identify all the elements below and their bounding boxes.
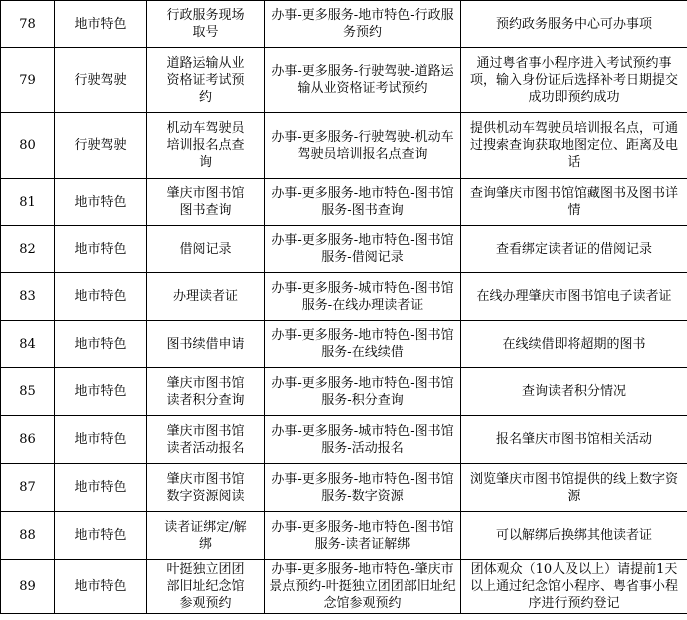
row-category: 行驶驾驶: [74, 138, 127, 153]
service-name: 叶挺独立团团部旧址纪念馆参观预约: [166, 562, 245, 611]
row-number-cell: [1, 464, 55, 512]
row-number-cell: [1, 113, 55, 179]
category-cell: [55, 226, 147, 273]
category-cell: [55, 416, 147, 464]
access-path: 办事-更多服务-城市特色-图书馆服务-活动报名: [271, 423, 454, 456]
row-category: 地市特色: [74, 432, 127, 447]
row-number: 86: [19, 432, 36, 447]
description-cell: [461, 321, 687, 368]
access-path-cell: [265, 273, 461, 321]
service-name-cell: [147, 113, 265, 179]
row-category: 地市特色: [74, 528, 127, 543]
table-row: [1, 416, 687, 464]
access-path: 办事-更多服务-地市特色-肇庆市景点预约-叶挺独立团团部旧址纪念馆参观预约: [269, 562, 456, 611]
service-name-cell: [147, 48, 265, 113]
service-description: 查询肇庆市图书馆馆藏图书及图书详情: [469, 186, 678, 218]
row-number: 87: [19, 480, 36, 495]
row-number-cell: [1, 273, 55, 321]
access-path-cell: [265, 48, 461, 113]
service-name: 肇庆市图书馆读者积分查询: [166, 375, 245, 408]
category-cell: [55, 464, 147, 512]
table-row: [1, 512, 687, 560]
table-row: [1, 226, 687, 273]
table-row: [1, 1, 687, 48]
table-row: [1, 179, 687, 226]
service-name-cell: [147, 1, 265, 48]
table-row: [1, 113, 687, 179]
row-number: 84: [19, 336, 36, 352]
description-cell: [461, 226, 687, 273]
access-path: 办事-更多服务-地市特色-图书馆服务-积分查询: [271, 375, 454, 408]
table-body: [1, 1, 687, 614]
row-number-cell: [1, 321, 55, 368]
description-cell: [461, 512, 687, 560]
access-path: 办事-更多服务-地市特色-图书馆服务-在线续借: [271, 328, 454, 360]
access-path: 办事-更多服务-行驶驾驶-机动车驾驶员培训报名点查询: [271, 129, 454, 162]
access-path-cell: [265, 113, 461, 179]
description-cell: [461, 416, 687, 464]
row-number-cell: [1, 226, 55, 273]
access-path: 办事-更多服务-地市特色-图书馆服务-图书查询: [271, 186, 454, 218]
row-number-cell: [1, 368, 55, 416]
service-description: 在线办理肇庆市图书馆电子读者证: [476, 289, 672, 304]
service-name-cell: [147, 464, 265, 512]
service-description: 通过粤省事小程序进入考试预约事项，输入身份证后选择补考日期提交成功即预约成功: [469, 55, 678, 105]
service-description: 团体观众（10人及以上）请提前1天以上通过纪念馆小程序、粤省事小程序进行预约登记: [469, 562, 678, 611]
category-cell: [55, 273, 147, 321]
table-row: [1, 368, 687, 416]
row-number: 89: [19, 579, 36, 594]
description-cell: [461, 273, 687, 321]
access-path: 办事-更多服务-地市特色-图书馆服务-借阅记录: [271, 233, 454, 265]
service-name-cell: [147, 368, 265, 416]
description-cell: [461, 1, 687, 48]
category-cell: [55, 179, 147, 226]
row-number-cell: [1, 179, 55, 226]
row-number: 78: [19, 16, 36, 32]
service-name-cell: [147, 273, 265, 321]
service-name-cell: [147, 321, 265, 368]
service-name: 借阅记录: [179, 241, 232, 257]
category-cell: [55, 512, 147, 560]
table-row: [1, 560, 687, 614]
row-number: 88: [19, 528, 36, 543]
service-name-cell: [147, 560, 265, 614]
service-name: 读者证绑定/解绑: [164, 519, 247, 552]
row-number-cell: [1, 48, 55, 113]
row-number: 81: [19, 194, 36, 210]
description-cell: [461, 560, 687, 614]
service-description: 可以解绑后换绑其他读者证: [495, 528, 652, 543]
service-name-cell: [147, 416, 265, 464]
description-cell: [461, 179, 687, 226]
access-path-cell: [265, 560, 461, 614]
service-name-cell: [147, 226, 265, 273]
access-path-cell: [265, 226, 461, 273]
category-cell: [55, 321, 147, 368]
row-category: 地市特色: [74, 289, 127, 304]
access-path-cell: [265, 368, 461, 416]
table-row: [1, 48, 687, 113]
category-cell: [55, 560, 147, 614]
access-path-cell: [265, 512, 461, 560]
row-category: 行驶驾驶: [74, 72, 127, 88]
access-path: 办事-更多服务-地市特色-图书馆服务-数字资源: [271, 471, 454, 504]
access-path: 办事-更多服务-城市特色-图书馆服务-在线办理读者证: [271, 280, 454, 313]
category-cell: [55, 48, 147, 113]
row-number: 83: [19, 289, 36, 304]
service-description: 提供机动车驾驶员培训报名点，可通过搜索查询获取地图定位、距离及电话: [469, 121, 678, 170]
access-path: 办事-更多服务-地市特色-图书馆服务-读者证解绑: [271, 519, 454, 552]
row-number: 80: [19, 138, 36, 153]
row-number: 85: [19, 384, 36, 399]
access-path-cell: [265, 416, 461, 464]
description-cell: [461, 464, 687, 512]
service-description: 查看绑定读者证的借阅记录: [495, 241, 652, 257]
row-category: 地市特色: [74, 579, 127, 594]
row-category: 地市特色: [74, 480, 127, 495]
service-description: 查询读者积分情况: [521, 384, 626, 399]
category-cell: [55, 368, 147, 416]
table-row: [1, 273, 687, 321]
service-name-cell: [147, 179, 265, 226]
description-cell: [461, 368, 687, 416]
row-number: 82: [19, 241, 36, 257]
service-name: 肇庆市图书馆图书查询: [166, 186, 245, 218]
row-category: 地市特色: [74, 336, 127, 352]
description-cell: [461, 48, 687, 113]
access-path: 办事-更多服务-地市特色-行政服务预约: [271, 8, 454, 40]
row-number-cell: [1, 1, 55, 48]
service-description: 报名肇庆市图书馆相关活动: [495, 432, 652, 447]
row-category: 地市特色: [74, 194, 127, 210]
service-name: 办理读者证: [172, 289, 238, 304]
access-path-cell: [265, 464, 461, 512]
row-category: 地市特色: [74, 384, 127, 399]
access-path: 办事-更多服务-行驶驾驶-道路运输从业资格证考试预约: [271, 64, 454, 96]
service-name: 机动车驾驶员培训报名点查询: [166, 121, 245, 170]
access-path-cell: [265, 1, 461, 48]
service-name: 肇庆市图书馆读者活动报名: [166, 423, 245, 456]
access-path-cell: [265, 321, 461, 368]
service-name: 行政服务现场取号: [166, 8, 245, 40]
table-row: [1, 464, 687, 512]
table-row: [1, 321, 687, 368]
service-description: 浏览肇庆市图书馆提供的线上数字资源: [469, 471, 678, 504]
row-category: 地市特色: [74, 16, 127, 32]
service-name: 道路运输从业资格证考试预约: [166, 55, 245, 105]
row-number-cell: [1, 560, 55, 614]
service-description: 在线续借即将超期的图书: [502, 336, 646, 352]
category-cell: [55, 1, 147, 48]
row-number-cell: [1, 416, 55, 464]
row-number: 79: [19, 72, 36, 88]
row-number-cell: [1, 512, 55, 560]
service-name: 图书续借申请: [166, 336, 245, 352]
access-path-cell: [265, 179, 461, 226]
service-description: 预约政务服务中心可办事项: [495, 16, 652, 32]
service-name: 肇庆市图书馆数字资源阅读: [166, 471, 245, 504]
category-cell: [55, 113, 147, 179]
description-cell: [461, 113, 687, 179]
service-name-cell: [147, 512, 265, 560]
row-category: 地市特色: [74, 241, 127, 257]
